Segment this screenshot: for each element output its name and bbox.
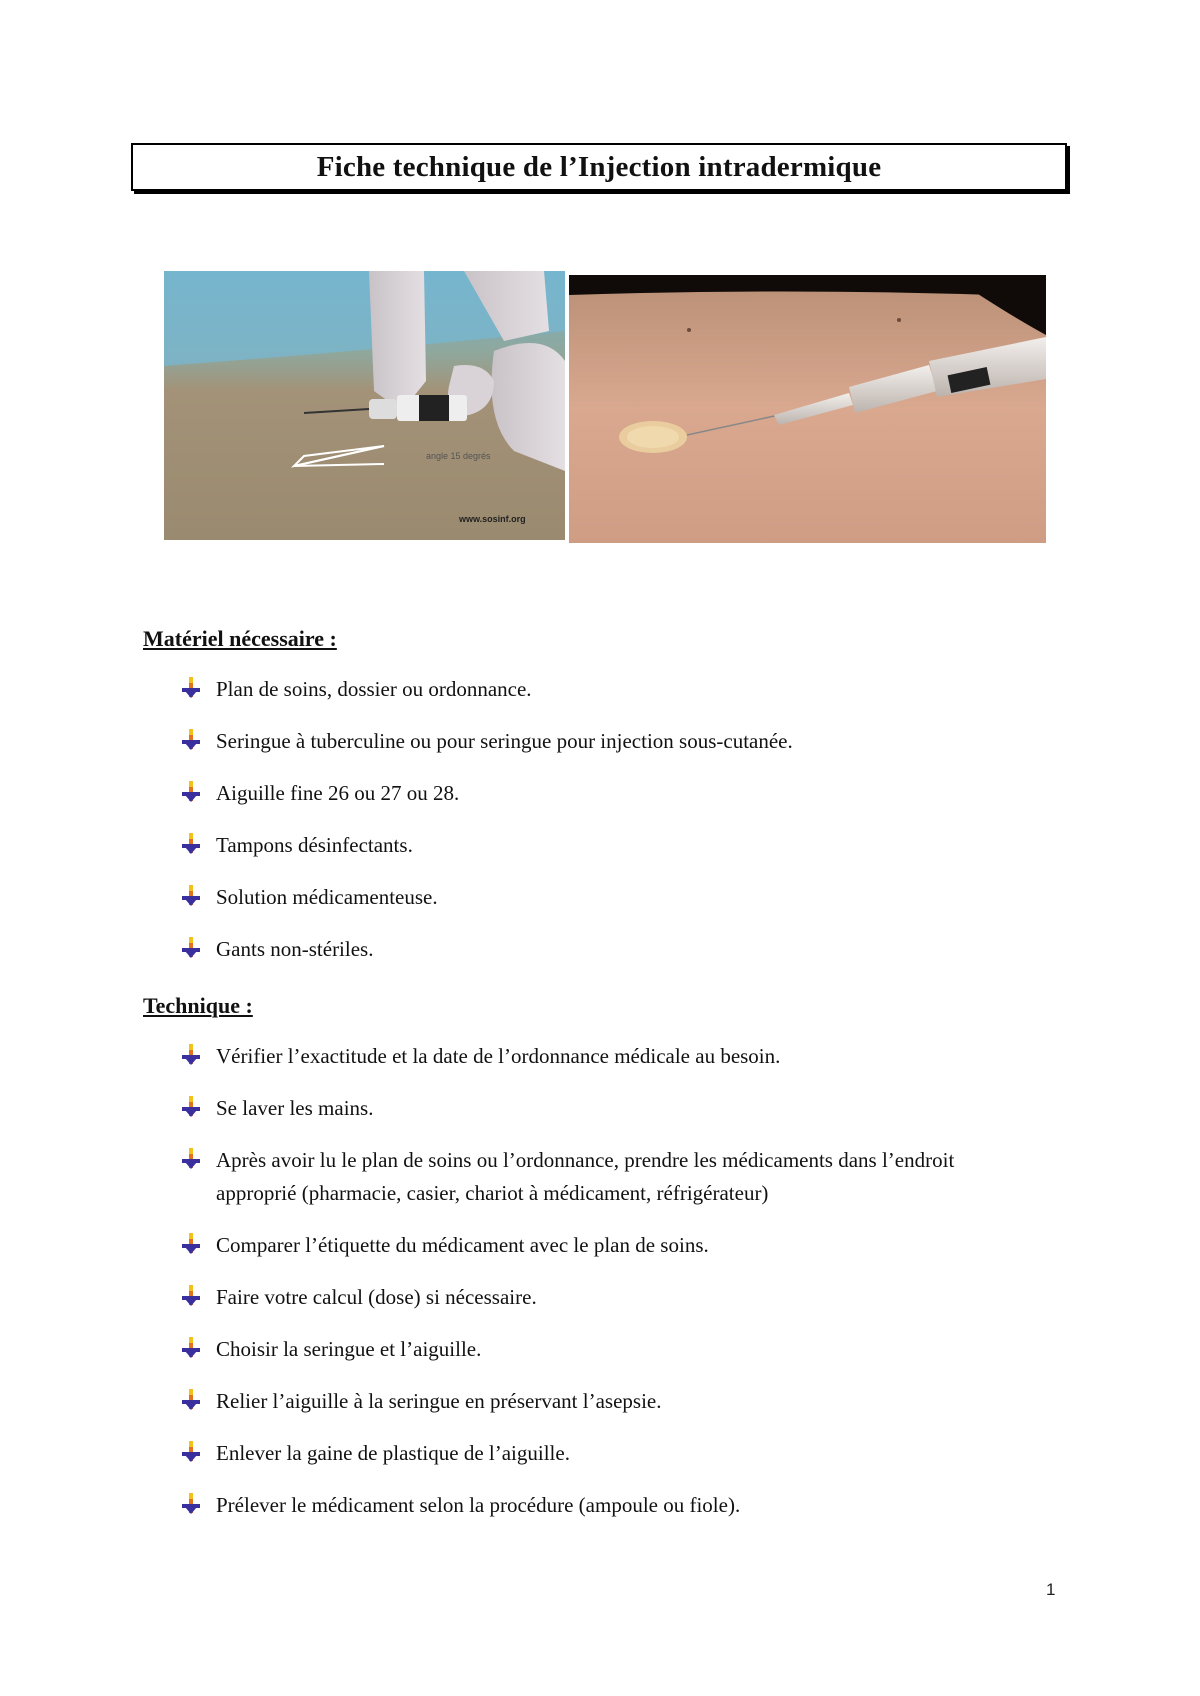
page-title: Fiche technique de l’Injection intradermique xyxy=(316,150,882,183)
list-item xyxy=(180,1229,1040,1262)
list-item-text: Vérifier l’exactitude et la date de l’ordonnance médicale au besoin. xyxy=(216,1044,781,1068)
arrow-bullet-icon xyxy=(180,1044,202,1066)
technique-heading: Technique : xyxy=(143,993,253,1018)
list-item xyxy=(180,829,1040,862)
arrow-bullet-icon xyxy=(180,1096,202,1118)
list-item xyxy=(180,673,1040,706)
list-item xyxy=(180,1144,1040,1210)
arrow-bullet-icon xyxy=(180,1389,202,1411)
list-item-text: Choisir la seringue et l’aiguille. xyxy=(216,1337,482,1361)
materiel-list xyxy=(180,673,1040,966)
list-item xyxy=(180,1092,1040,1125)
list-item-text: Faire votre calcul (dose) si nécessaire. xyxy=(216,1285,537,1309)
list-item-text: Comparer l’étiquette du médicament avec le plan de soins. xyxy=(216,1233,709,1257)
list-item xyxy=(180,1281,1040,1314)
arrow-bullet-icon xyxy=(180,885,202,907)
arrow-bullet-icon xyxy=(180,677,202,699)
list-item-text: Enlever la gaine de plastique de l’aiguille. xyxy=(216,1441,570,1465)
arrow-bullet-icon xyxy=(180,1493,202,1515)
arrow-bullet-icon xyxy=(180,1233,202,1255)
title-box xyxy=(131,143,1067,191)
list-item-text: Seringue à tuberculine ou pour seringue pour injection sous-cutanée. xyxy=(216,729,793,753)
list-item-text: Tampons désinfectants. xyxy=(216,833,413,857)
list-item xyxy=(180,725,1040,758)
watermark-text: www.sosinf.org xyxy=(459,514,526,524)
list-item xyxy=(180,1489,1040,1522)
list-item xyxy=(180,777,1040,810)
intradermal-injection-angle-photo xyxy=(164,271,565,540)
list-item xyxy=(180,1333,1040,1366)
list-item xyxy=(180,1437,1040,1470)
arrow-bullet-icon xyxy=(180,937,202,959)
list-item-text: Relier l’aiguille à la seringue en préservant l’asepsie. xyxy=(216,1389,662,1413)
list-item-text: Gants non-stériles. xyxy=(216,937,374,961)
list-item-text: Prélever le médicament selon la procédure (ampoule ou fiole). xyxy=(216,1493,741,1517)
list-item xyxy=(180,881,1040,914)
list-item xyxy=(180,933,1040,966)
arrow-bullet-icon xyxy=(180,781,202,803)
arrow-bullet-icon xyxy=(180,1285,202,1307)
list-item-text: Se laver les mains. xyxy=(216,1096,374,1120)
arrow-bullet-icon xyxy=(180,833,202,855)
list-item-text: Plan de soins, dossier ou ordonnance. xyxy=(216,677,532,701)
arrow-bullet-icon xyxy=(180,1148,202,1170)
list-item-text: Après avoir lu le plan de soins ou l’ordonnance, prendre les médicaments dans l’endroit approprié (pharmacie, casier, chariot à médicament, réfrigérateur) xyxy=(216,1148,955,1205)
materiel-heading: Matériel nécessaire : xyxy=(143,626,337,651)
angle-caption: angle 15 degrés xyxy=(426,451,491,461)
technique-list xyxy=(180,1040,1040,1522)
arrow-bullet-icon xyxy=(180,1441,202,1463)
list-item-text: Solution médicamenteuse. xyxy=(216,885,438,909)
list-item xyxy=(180,1040,1040,1073)
arrow-bullet-icon xyxy=(180,1337,202,1359)
page-number: 1 xyxy=(1046,1580,1056,1599)
list-item xyxy=(180,1385,1040,1418)
list-item-text: Aiguille fine 26 ou 27 ou 28. xyxy=(216,781,460,805)
intradermal-wheal-photo xyxy=(569,275,1046,543)
arrow-bullet-icon xyxy=(180,729,202,751)
